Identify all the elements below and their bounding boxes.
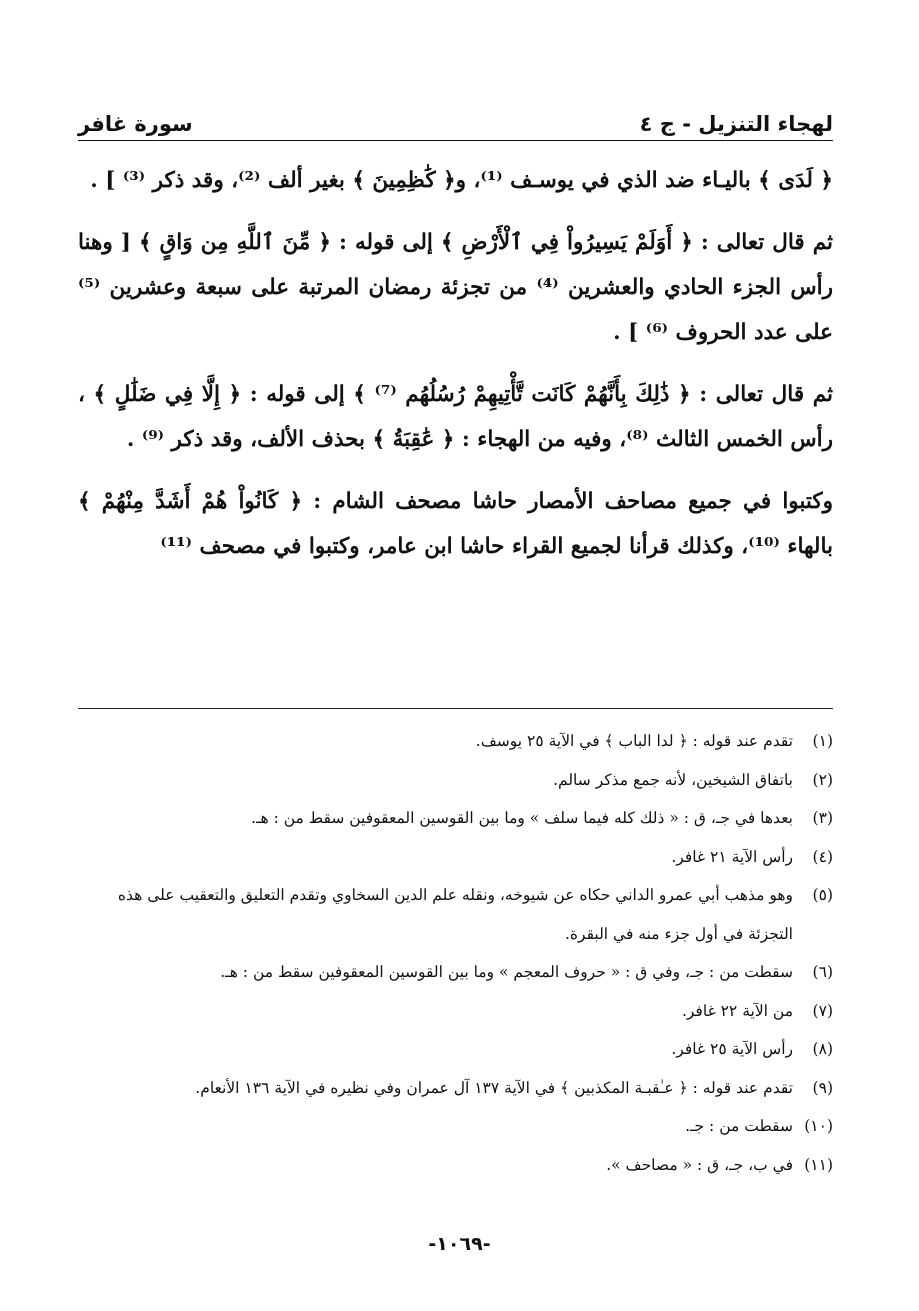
footnote-number: (٨) bbox=[812, 1040, 833, 1058]
footnote-number: (١٠) bbox=[804, 1117, 833, 1135]
footnote bbox=[78, 838, 833, 877]
footnote-number: (١١) bbox=[804, 1155, 833, 1174]
footnote-text: تقدم عند قوله : ﴿ لدا الباب ﴾ في الآية ٢٥ يوسف. bbox=[475, 732, 793, 750]
header-rule bbox=[78, 140, 833, 141]
footnote-number: (٧) bbox=[812, 1001, 833, 1020]
page-number: -١٠٦٩- bbox=[428, 1233, 491, 1255]
surah-title: سورة غافر bbox=[78, 112, 193, 136]
footnote bbox=[78, 1030, 833, 1069]
footnote-text: من الآية ٢٢ غافر. bbox=[681, 1001, 793, 1020]
paragraph: ﴿ لَدَى ﴾ باليـاء ضد الذي في يوسـف ⁽¹⁾، و﴿ كَٰظِمِينَ ﴾ بغير ألف ⁽²⁾، وقد ذكر ⁽³⁾ ] . bbox=[90, 168, 833, 193]
main-text bbox=[78, 158, 833, 586]
footnote-text: وهو مذهب أبي عمرو الداني حكاه عن شيوخه، ونقله علم الدين السخاوي وتقدم التعليق والتعقيب على هذه التجزئة في أول جزء منه في البقرة. bbox=[117, 886, 793, 943]
footnotes bbox=[78, 722, 833, 1184]
paragraph: وكتبوا في جميع مصاحف الأمصار حاشا مصحف الشام : ﴿ كَانُواْ هُمْ أَشَدَّ مِنْهُمْ ﴾ بالهاء ⁽¹⁰⁾، وكذلك قرأنا لجميع القراء حاشا ابن عامر، وكتبوا في مصحف ⁽¹¹⁾ bbox=[78, 489, 833, 559]
footnote bbox=[78, 761, 833, 800]
footnote-text: سقطت من : جـ، وفي ق : « حروف المعجم » وما بين القوسين المعقوفين سقط من : هـ. bbox=[220, 963, 793, 981]
footnote-number: (٩) bbox=[812, 1078, 833, 1097]
footnote bbox=[78, 1146, 833, 1185]
footnote-number: (٤) bbox=[812, 847, 833, 866]
paragraph: ثم قال تعالى : ﴿ أَوَلَمْ يَسِيرُواْ فِي ٱلْأَرْضِ ﴾ إلى قوله : ﴿ مِّنَ ٱللَّهِ مِن وَاقٍ ﴾ [ وهنا رأس الجزء الحادي والعشرين ⁽⁴⁾ من تجزئة رمضان المرتبة على سبعة وعشرين ⁽⁵⁾ على عدد الحروف ⁽⁶⁾ ] . bbox=[78, 230, 833, 345]
running-header bbox=[78, 96, 833, 136]
footnote-text: رأس الآية ٢٥ غافر. bbox=[671, 1040, 793, 1058]
footnote bbox=[78, 722, 833, 761]
footnote-number: (٣) bbox=[812, 809, 833, 827]
footnote-text: رأس الآية ٢١ غافر. bbox=[671, 847, 793, 866]
footnote-text: تقدم عند قوله : ﴿ عـٰقبـة المكذبين ﴾ في الآية ١٣٧ آل عمران وفي نظيره في الآية ١٣٦ الأنعام. bbox=[195, 1078, 793, 1097]
paragraph: ثم قال تعالى : ﴿ ذَٰلِكَ بِأَنَّهُمْ كَانَت تَّأْتِيهِمْ رُسُلُهُم ⁽⁷⁾ ﴾ إلى قوله : ﴿ إِلَّا فِي ضَلَٰلٍ ﴾ ، رأس الخمس الثالث ⁽⁸⁾، وفيه من الهجاء : ﴿ عَٰقِبَةُ ﴾ بحذف الألف، وقد ذكر ⁽⁹⁾ . bbox=[78, 382, 834, 452]
footnote-rule bbox=[78, 708, 833, 709]
footnote-number: (١) bbox=[812, 732, 833, 750]
footnote bbox=[78, 799, 833, 838]
footnote-text: في ب، جـ، ق : « مصاحف ». bbox=[606, 1155, 793, 1174]
footnote bbox=[78, 876, 833, 953]
footnote-text: باتفاق الشيخين، لأنه جمع مذكر سالم. bbox=[553, 770, 793, 789]
footnote-number: (٥) bbox=[812, 886, 833, 904]
footnote bbox=[78, 992, 833, 1031]
footnote bbox=[78, 953, 833, 992]
footnote-text: سقطت من : جـ. bbox=[685, 1117, 793, 1135]
footnote-text: بعدها في جـ، ق : « ذلك كله فيما سلف » وما بين القوسين المعقوفين سقط من : هـ. bbox=[251, 809, 793, 827]
footnote-number: (٢) bbox=[812, 770, 833, 789]
footnote bbox=[78, 1069, 833, 1108]
footnote-number: (٦) bbox=[812, 963, 833, 981]
book-title: لهجاء التنزيل - ج ٤ bbox=[639, 112, 833, 136]
footnote bbox=[78, 1107, 833, 1146]
